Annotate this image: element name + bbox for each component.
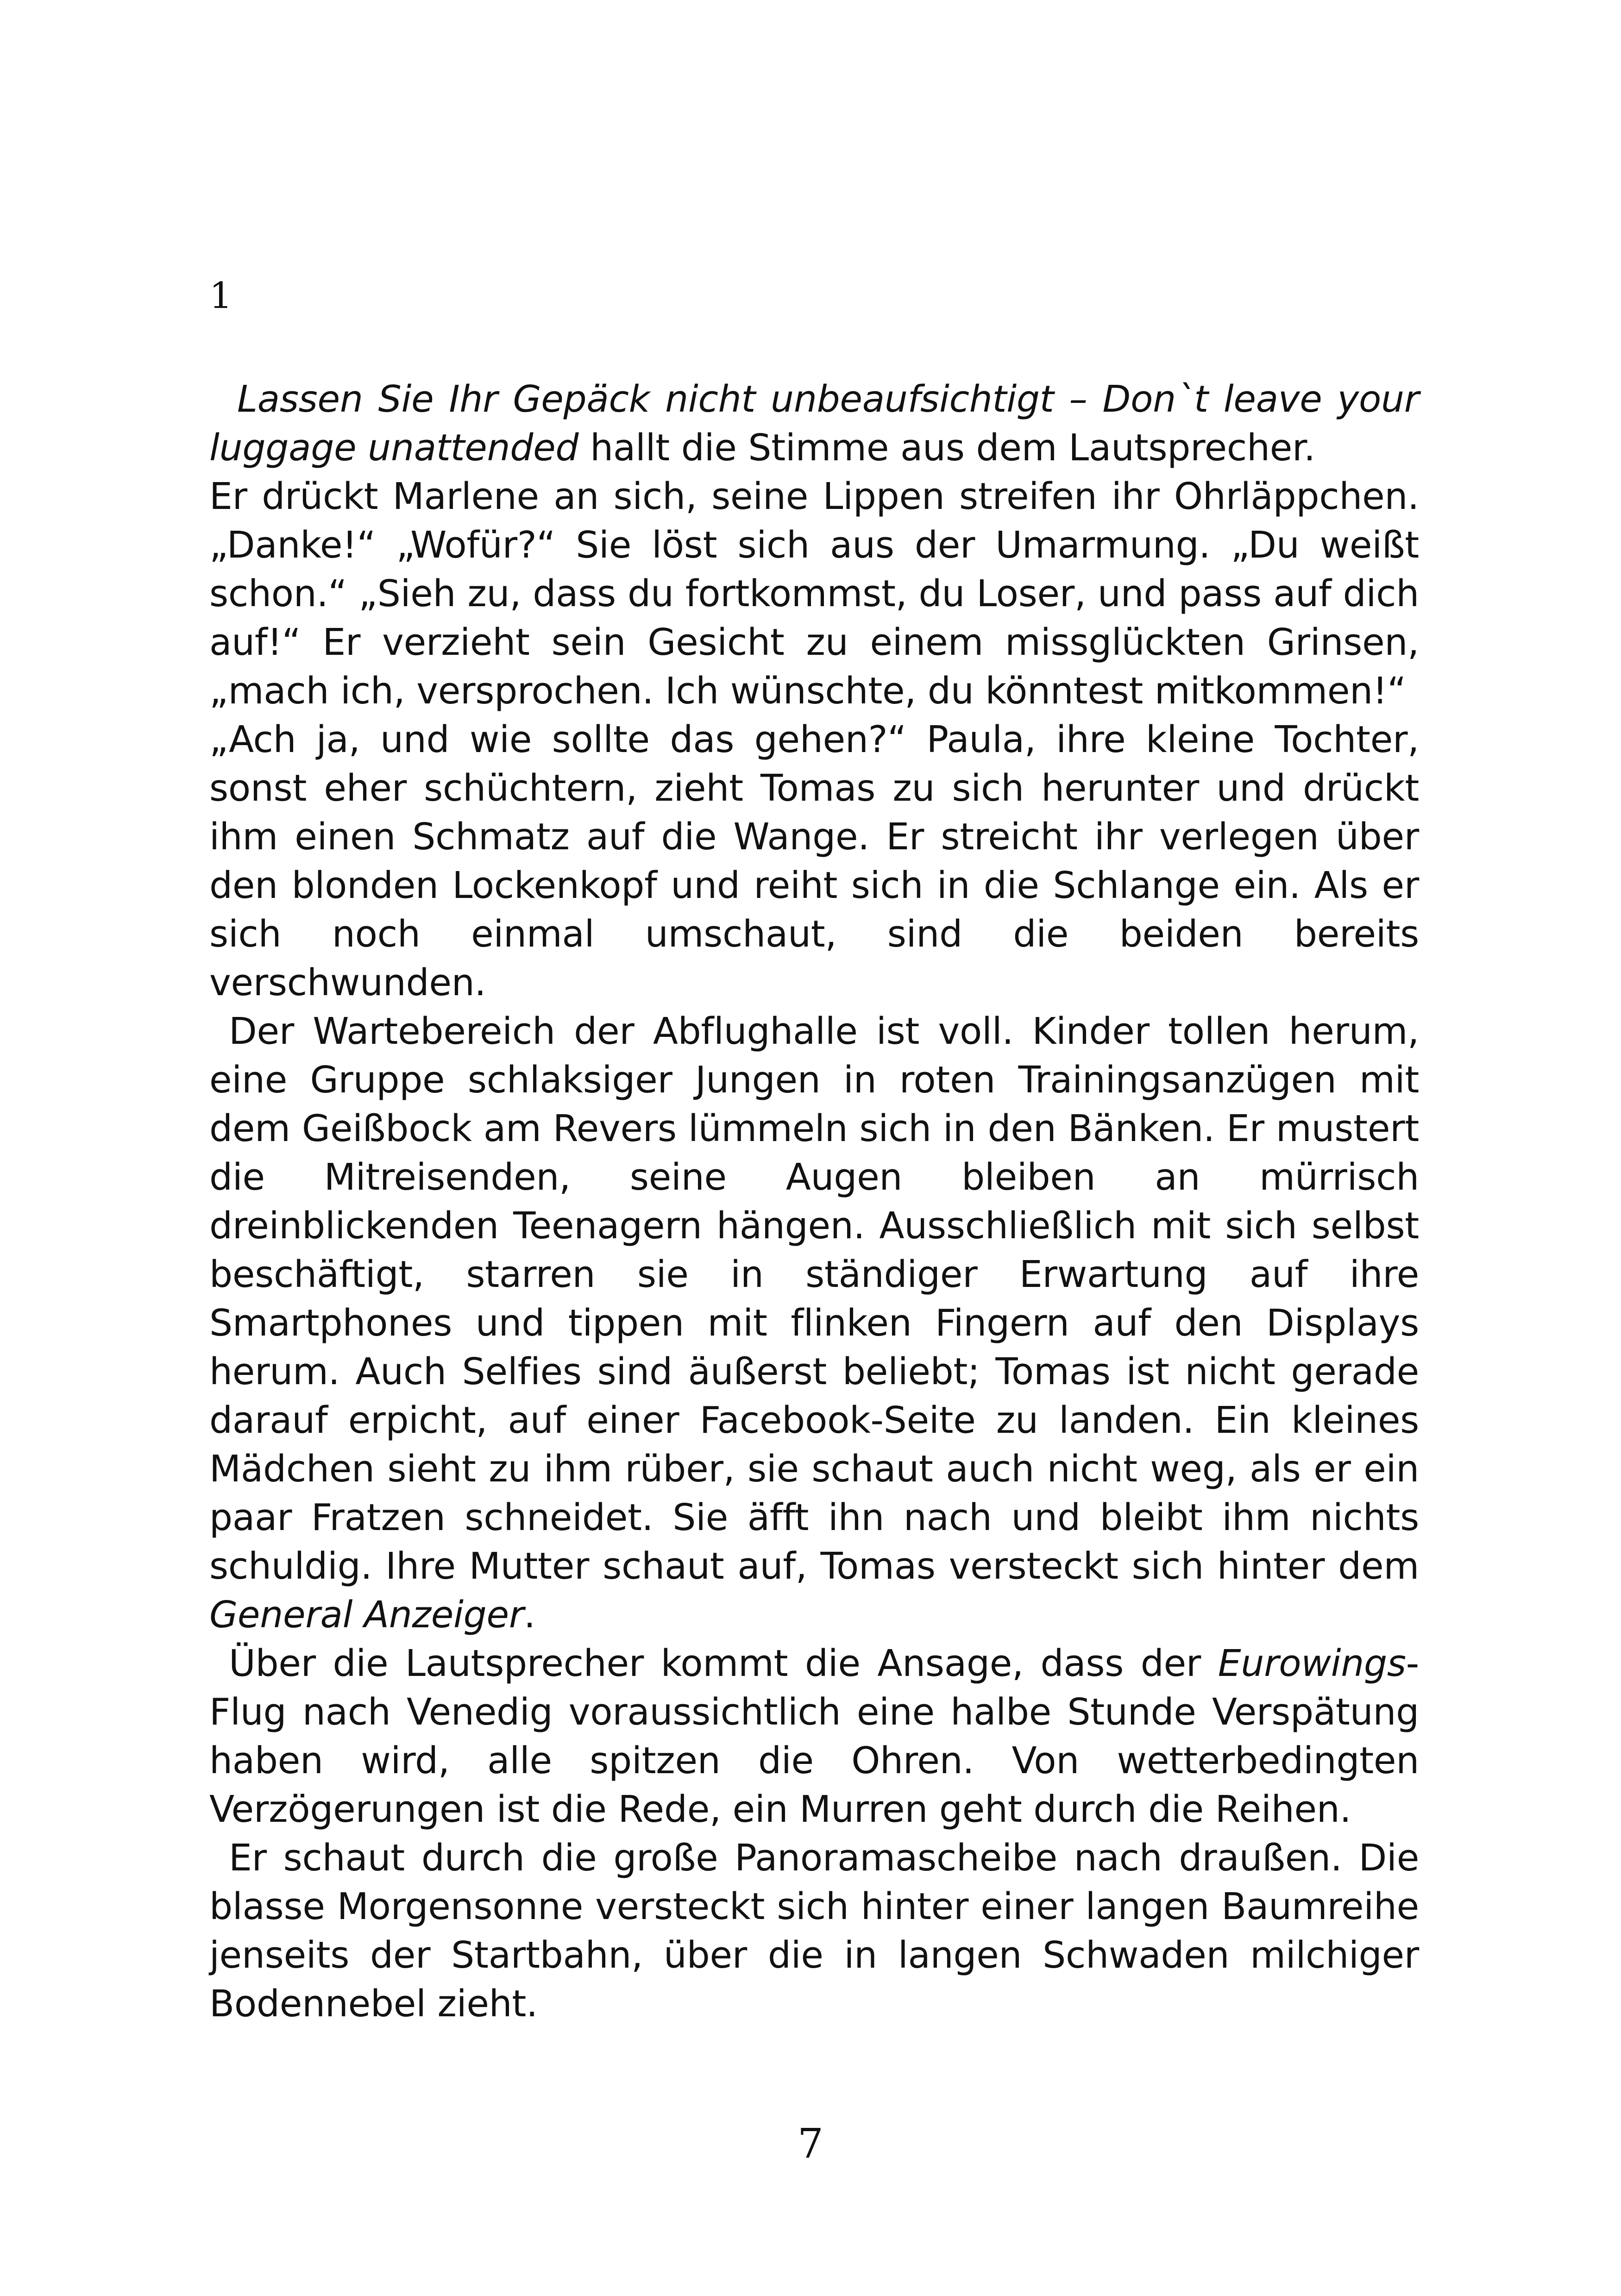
paragraph-4-text: Der Wartebereich der Abflughalle ist voll. Kinder tollen herum, eine Gruppe schlaksiger Jungen in roten Trainingsanzügen mit dem Geißbock am Revers lümmeln sich in den Bänken. Er mustert die Mitreisenden, seine Augen bleiben an mürrisch dreinblickenden Teenagern hängen. Ausschließlich mit sich selbst beschäftigt, starren sie in ständiger Erwartung auf ihre Smartphones und tippen mit flinken Fingern auf den Displays herum. Auch Selfies sind äußerst beliebt; Tomas ist nicht gerade darauf erpicht, auf einer Facebook-Seite zu landen. Ein kleines Mädchen sieht zu ihm rüber, sie schaut auch nicht weg, als er ein paar Fratzen schneidet. Sie äfft ihn nach und bleibt ihm nichts schuldig. Ihre Mutter schaut auf, Tomas versteckt sich hinter dem [209,1010,1419,1587]
newspaper-title-italic: General Anzeiger [209,1593,524,1636]
announcement-italic: Lassen Sie Ihr Gepäck nicht unbeaufsichtigt – Don`t leave your luggage unattended [209,378,1419,469]
paragraph-5-rest: -Flug nach Venedig voraussichtlich eine halbe Stunde Verspätung haben wird, alle spitzen die Ohren. Von wetterbedingten Verzögerungen ist die Rede, ein Murren geht durch die Reihen. [209,1642,1419,1831]
paragraph-3: „Ach ja, und wie sollte das gehen?“ Paula, ihre kleine Tochter, sonst eher schüchtern, zieht Tomas zu sich herunter und drückt ihm einen Schmatz auf die Wange. Er streicht ihr verlegen über den blonden Lockenkopf und reiht sich in die Schlange ein. Als er sich noch einmal umschaut, sind die beiden bereits verschwunden. [209,718,1419,1004]
paragraph-1-rest: hallt die Stimme aus dem Lautsprecher. [578,427,1315,469]
paragraph-5 [209,1639,1419,1834]
paragraph-5-start: Über die Lautsprecher kommt die Ansage, dass der [229,1642,1218,1685]
paragraph-6: Er schaut durch die große Panoramascheibe nach draußen. Die blasse Morgensonne versteckt sich hinter einer langen Baumreihe jenseits der Startbahn, über die in langen Schwaden milchiger Bodennebel zieht. [209,1837,1419,2025]
paragraph-4 [209,1007,1419,1639]
paragraph-1 [209,375,1419,472]
paragraph-2: Er drückt Marlene an sich, seine Lippen streifen ihr Ohrläppchen. „Danke!“ „Wofür?“ Sie löst sich aus der Umarmung. „Du weißt schon.“ „Sieh zu, dass du fortkommst, du Loser, und pass auf dich auf!“ Er verzieht sein Gesicht zu einem missglückten Grinsen, „mach ich, versprochen. Ich wünschte, du könntest mitkommen!“ [209,475,1419,712]
airline-italic: Eurowings [1218,1642,1406,1685]
page-number: 7 [798,2120,823,2167]
chapter-number: 1 [209,275,232,317]
body-text [209,375,1419,2028]
paragraph-4-end: . [524,1593,535,1636]
